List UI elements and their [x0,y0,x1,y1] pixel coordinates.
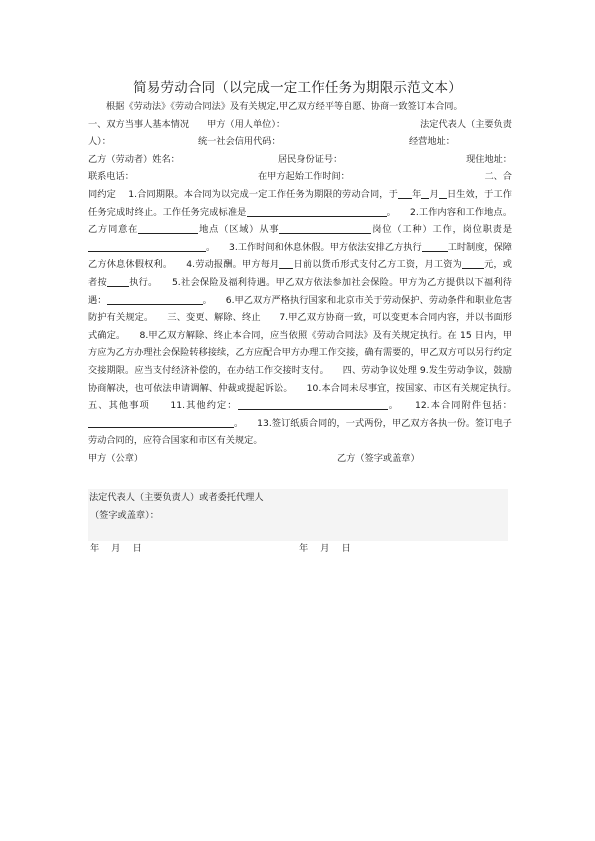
term-13-text: 。 13.签订纸质合同的，一式两份，甲乙双方各执一份。签订电子劳动合同的，应符合国家和市区有关规定。 [88,417,512,447]
term-4-cont: 日前以货币形式支付乙方工资，月工资为 [293,259,462,271]
blank-pay-day[interactable] [279,257,293,269]
contract-body [88,98,531,467]
employer-seal-label: 甲方（公章） [88,452,144,464]
representative-sign-label: （签字或盖章）： [90,509,159,521]
term-2-cont-2: 岗位（工种）工作，岗位职责是 [371,224,513,236]
employee-signature-label: 乙方（签字或盖章） [337,452,420,464]
blank-working-hours[interactable] [422,240,448,252]
employer-date: 年 月 日 [90,543,142,554]
term-2-text: 。 2.工作内容和工作地点。乙方同意在 [88,206,513,236]
blank-other-pay[interactable] [107,275,129,287]
term-4-cont-2: 元，或者按 [88,259,512,288]
term-1-text: 同约定 1.合同期限。本合同为以完成一定工作任务为期限的劳动合同，于 [88,188,398,200]
blank-completion-standard[interactable] [247,205,387,217]
party-info-row-1 [88,116,512,134]
credit-code-label: 统一社会信用代码： [198,136,281,148]
blank-year[interactable] [398,187,412,199]
month-label: 月 [429,188,439,200]
blank-position[interactable] [279,222,371,234]
blank-benefits[interactable] [107,293,203,305]
term-3-text: 。 3.工作时间和休息休假。甲方依法安排乙方执行 [206,241,422,253]
term-2-cont: 地点（区域）从事 [198,224,280,236]
phone-label: 联系电话： [88,171,134,183]
year-label: 年 [411,188,422,200]
party-info-row-4 [88,168,512,186]
blank-other-terms[interactable] [238,398,388,410]
contract-terms-paragraph [88,186,531,450]
employee-date: 年 月 日 [299,543,351,554]
term-5-text: 执行。 5.社会保险及福利待遇。甲乙双方依法参加社会保险。甲方为乙方提供以下福利待遇： [88,276,512,306]
home-address-label: 现住地址： [466,153,512,165]
section-1-heading [88,116,285,134]
representative-label: 法定代表人（主要负责人）或者委托代理人 [89,492,264,503]
id-number-label: 居民身份证号： [278,153,343,165]
term-4-text: 工时制度，保障乙方休息休假权利。 4.劳动报酬。甲方每月 [88,241,512,271]
intro-paragraph: 根据《劳动法》《劳动合同法》及有关规定,甲乙双方经平等自愿、协商一致签订本合同。 [106,101,463,112]
representative-signature-box [88,489,508,541]
document-title: 简易劳动合同（以完成一定工作任务为期限示范文本） [133,80,462,96]
signature-row [88,450,512,468]
section-2-heading-start: 二、合 [484,171,512,183]
party-info-row-3 [88,151,512,169]
section-1-label: 一、双方当事人基本情况 [88,118,190,130]
blank-attachments[interactable] [88,416,234,428]
term-12-text: 。 12.本合同附件包括： [387,400,512,412]
employer-label: 甲方（用人单位）： [207,118,286,130]
party-info-row-2 [88,133,512,151]
term-1-cont: 日生效，于工作任务完成时终止。工作任务完成标准是 [88,188,512,218]
business-address-label: 经营地址： [409,136,455,148]
employee-name-label: 乙方（劳动者）姓名： [88,153,180,165]
blank-duties[interactable] [88,240,206,252]
start-date-label: 在甲方起始工作时间： [258,171,350,183]
blank-day[interactable] [439,187,447,199]
blank-monthly-wage[interactable] [462,257,484,269]
terms-6-to-11-text: 。 6.甲乙双方严格执行国家和北京市关于劳动保护、劳动条件和职业危害防护有关规定。 三、变更、解除、终止 7.甲乙双方协商一致，可以变更本合同内容，并以书面形式确定。 8.甲乙双方解除、终止本合同，应当依照《劳动合同法》及有关规定执行。在 15 日内，甲方应为乙方办理社会保险转移接续，乙方应配合甲方办理工作交接，确有需要的，甲乙双方可以另行约定交接期限。应当支付经济补偿的，在办结工作交接时支付。 四、劳动争议处理 9.发生劳动争议，鼓励协商解决，也可依法申请调解、仲裁或提起诉讼。 10.本合同未尽事宜，按国家、市区有关规定执行。 五、其他事项 11.其他约定： [88,294,531,412]
legal-rep-label: 法定代表人（主要负责 [420,118,512,130]
blank-work-location[interactable] [138,222,198,234]
legal-rep-label-cont: 人）： [88,136,111,148]
